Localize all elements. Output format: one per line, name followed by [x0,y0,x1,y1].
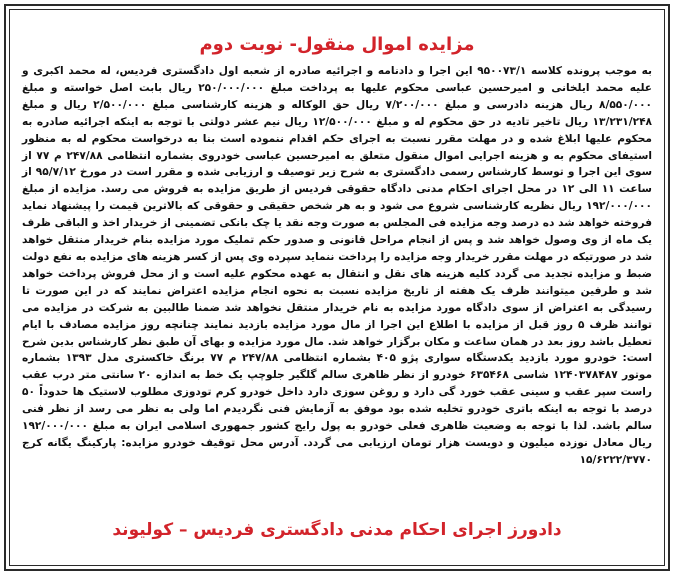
notice-body: به موجب پرونده کلاسه ۹۵۰۰۷۳/۱ این اجرا و دادنامه و اجرائیه صادره از شعبه اول دادگستری فردیس، له محمد اکبری و علیه محمد ایلخانی و امیرحسین عباسی محکوم علیها به پرداخت مبلغ ۲۵۰/۰۰۰/۰۰۰ ریال بابت اصل خواسته و مبلغ ۸/۵۵۰/۰۰۰ ریال هزینه دادرسی و مبلغ ۷/۲۰۰/۰۰۰ ریال حق الوکاله و هزینه کارشناسی مبلغ ۲/۵۰۰/۰۰۰ ریال و مبلغ ۱۳/۲۳۱/۲۴۸ ریال تاخیر تادیه در حق محکوم له و مبلغ ۱۲/۵۰۰/۰۰۰ ریال نیم عشر دولتی با توجه به اینکه اجرائیه صادره به محکوم علیها ابلاغ شده و در مهلت مقرر نسبت به اجرای حکم اقدام ننموده است بنا به درخواست محکوم له به منظور استیفای محکوم به و هزینه اجرایی اموال منقول متعلق به امیرحسین عباسی خودروی بشماره انتظامی ۲۴۷/۸۸ م ۷۷ از سوی این اجرا و توسط کارشناس رسمی دادگستری به شرح زیر توصیف و ارزیابی شده و مقرر است در مورخ ۹۵/۷/۱۲ از ساعت ۱۱ الی ۱۲ در محل اجرای احکام مدنی دادگاه حقوقی فردیس از طریق مزایده به فروش می رسد. مزایده از مبلغ ۱۹۲/۰۰۰/۰۰۰ ریال نظریه کارشناسی شروع می شود و به هر شخص حقیقی و حقوقی که بالاترین قیمت را پیشنهاد نماید فروخته خواهد شد ده درصد وجه مزایده فی المجلس به صورت وجه نقد یا چک بانکی تضمینی از خریدار اخذ و الباقی ظرف یک ماه از وی وصول خواهد شد و پس از انجام مراحل قانونی و صدور حکم تملیک مورد مزایده بنام خریدار منتقل خواهد شد در صورتیکه در مهلت مقرر خریدار وجه مزایده را پرداخت ننماید سپرده وی پس از کسر هزینه های مزایده به نفع دولت ضبط و مزایده تجدید می گردد کلیه هزینه های نقل و انتقال به عهده محکوم علیه است و از محل فروش پرداخت خواهد شد و طرفین میتوانند ظرف یک هفته از تاریخ مزایده نسبت به نحوه انجام مزایده اعتراض نمایند که در این صورت تا رسیدگی به اعتراض از سوی دادگاه مورد مزایده به نام خریدار منتقل نخواهد شد ضمنا طالبین به شرکت در مزایده می توانند ظرف ۵ روز قبل از مزایده با اطلاع این اجرا از مال مورد مزایده بازدید نمایند چنانچه روز مزایده مصادف با ایام تعطیل باشد روز بعد در همان ساعت و مکان برگزار خواهد شد. مال مورد مزایده و بهای آن طبق نظر کارشناس بدین شرح است: خودرو مورد بازدید یکدستگاه سواری پژو ۴۰۵ بشماره انتظامی ۲۴۷/۸۸ م ۷۷ برنگ خاکستری مدل ۱۳۹۳ بشماره موتور ۱۲۴۰۳۷۸۴۸۷ شاسی ۶۳۵۴۶۸ خودرو از نظر ظاهری سالم گلگیر جلوچپ یک خط به اندازه ۲۰ سانتی متر درب عقب راست سپر عقب و سینی عقب خورد گی دارد و روغن سوزی دارد داخل خودرو کرم تودوزی مطلوب لاستیک ها حدوداً ۵۰ درصد با توجه به اینکه باتری خودرو تخلیه شده بود موفق به آزمایش فنی نگردیدم اما ولی به نظر می رسد از نظر فنی سالم باشد. لذا با توجه به وضعیت ظاهری فعلی خودرو به پول رایج کشور جمهوری اسلامی ایران به مبلغ ۱۹۲/۰۰۰/۰۰۰ ریال معادل نوزده میلیون و دویست هزار تومان ارزیابی می گردد. آدرس محل توقیف خودرو مزایده: پارکینگ یگانه کرج ۱۵/۶۲۲۲/۳۷۷۰ [22,65,653,466]
notice-title: مزایده اموال منقول- نوبت دوم [199,34,475,55]
notice-inner-border [9,9,665,566]
notice-outer-border [4,4,670,571]
notice-signature: دادورز اجرای احکام مدنی دادگستری فردیس – کولیوند [112,520,562,540]
